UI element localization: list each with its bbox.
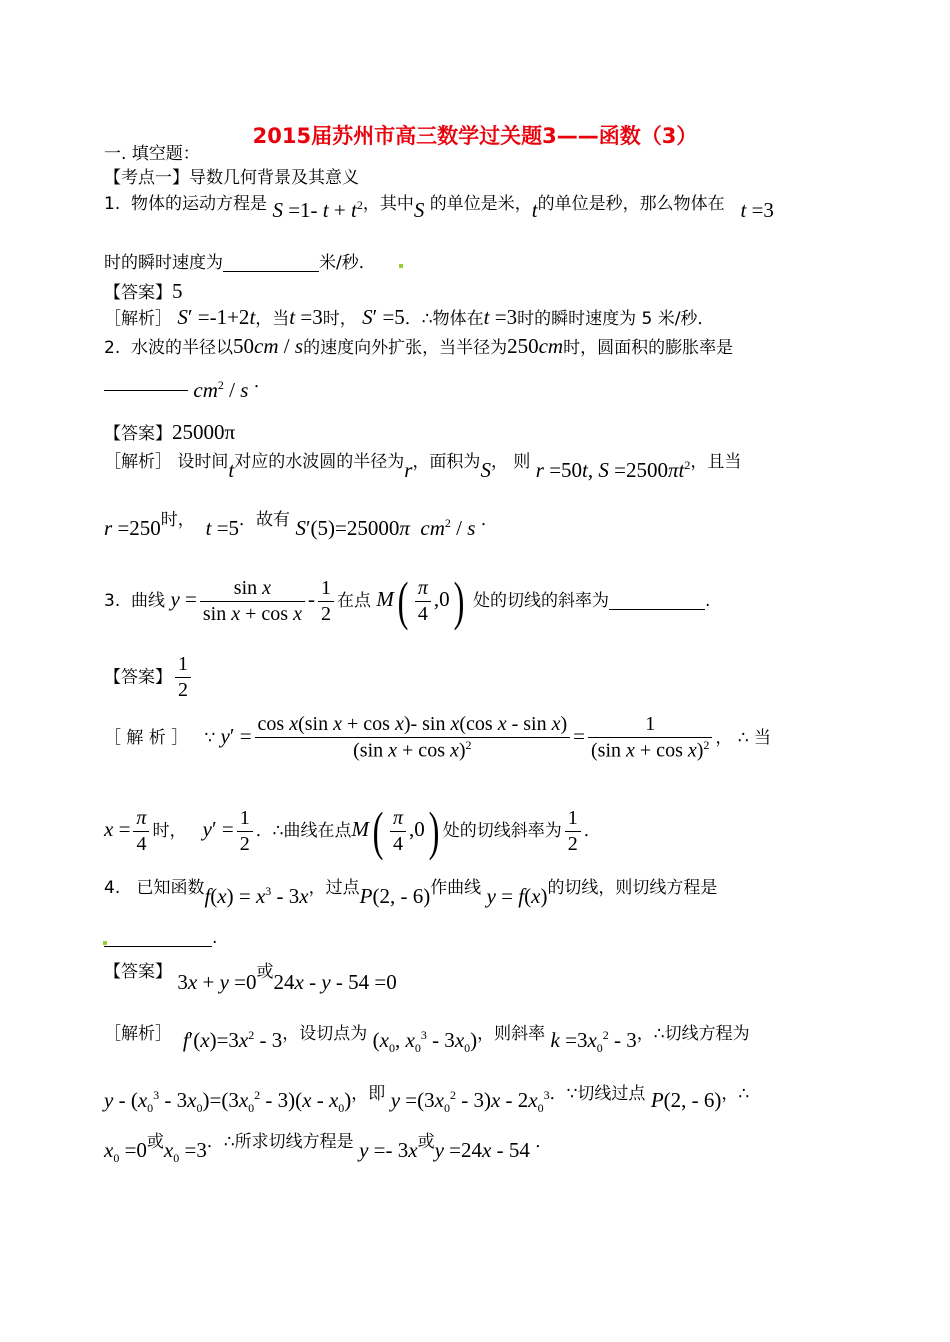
q4-analysis-line-2: $y - (x_0^3 - 3x_0)=(3x_0^2 - 3)(x - x_0)$，即 $y =(3x_0^2 - 3)x - 2x_0^3$．∵切线过点 P(2, - 6)，∴: [104, 1084, 750, 1116]
fraction: $\frac{1}{2}$: [237, 806, 253, 857]
answer-blank: [223, 253, 319, 272]
q4-answer: 【答案】 3x + y =0或24x - y - 54 =0: [104, 962, 397, 994]
q1-answer: 【答案】5: [104, 279, 183, 303]
fraction: $\frac{\pi}{4}$: [390, 806, 406, 857]
question-1-line-1: 1. 物体的运动方程是 S =1- $t + t^2$，其中S 的单位是米，t的单位是秒，那么物体在 t =3: [104, 194, 774, 222]
q3-analysis-line-2: x = $\frac{\pi}{4}$ 时， y′ = $\frac{1}{2}$ ．∴曲线在点M( $\frac{\pi}{4}$ ,0) 处的切线斜率为 $\frac{1}{2}$ ．: [104, 801, 601, 861]
question-4-line-2: .: [104, 928, 217, 947]
fraction: $\frac{1}{(\sin x + \cos x)^2}$: [588, 712, 712, 764]
kaodian-heading: 【考点一】导数几何背景及其意义: [104, 168, 359, 188]
green-dot-marker: [103, 941, 107, 945]
q3-analysis-line-1: ［ 解 析 ］ ∵ y′ = $\frac{\text{cos x(sin x + cos x)- sin x(cos x - sin x)}}{(\sin x + \cos x)^2}$ = $\frac{1}{(\sin x + \cos x)^2}$ ， ∴ 当: [104, 713, 772, 762]
fraction: $\frac{\text{sin x}}{\text{sin x + cos x}}$: [200, 576, 305, 627]
document-title: 2015届苏州市高三数学过关题3——函数（3）: [252, 124, 698, 148]
q1-number: 1.: [104, 194, 121, 214]
question-2-line-2: $cm^2$ / s ．: [104, 372, 271, 401]
fraction: $\frac{\pi}{4}$: [415, 576, 431, 627]
q4-analysis-line-1: ［解析］ $f'(x)=3x^2 - 3$，设切点为 ($x_0$, $x_0^3 - 3x_0$)，则斜率 $k =3x_0^2 - 3$，∴切线方程为: [104, 1024, 750, 1056]
question-2-line-1: 2. 水波的半径以50cm / s的速度向外扩张，当半径为250cm时，圆面积的膨胀率是: [104, 334, 734, 358]
q3-number: 3.: [104, 591, 121, 611]
q2-analysis-line-2: r =250时， t =5．故有 S′(5)=25000π $cm^2$ / s ．: [104, 510, 498, 540]
question-4-line-1: 4. 已知函数$f(x) = x^3 - 3x$，过点P(2, - 6)作曲线 y = f(x)的切线，则切线方程是: [104, 878, 718, 908]
question-1-line-2: 时的瞬时速度为 米/秒．: [104, 253, 376, 273]
question-3: 3. 曲线 y = $\frac{\text{sin x}}{\text{sin x + cos x}}$ - $\frac{1}{2}$ 在点 M( $\frac{\pi}{4}$ ,0) 处的切线的斜率为 .: [104, 571, 711, 631]
answer-blank: [104, 372, 188, 391]
q2-answer: 【答案】25000π: [104, 420, 236, 444]
section-heading: 一. 填空题：: [104, 144, 200, 164]
q4-number: 4.: [104, 878, 121, 898]
q2-number: 2.: [104, 338, 121, 358]
answer-blank: [104, 928, 212, 947]
q1-analysis: ［解析］ S′ =-1+2t，当t =3时， S′ =5．∴物体在t =3时的瞬时速度为 5 米/秒．: [104, 305, 715, 329]
green-dot-marker: [399, 264, 403, 268]
fraction: $\frac{1}{2}$: [318, 576, 334, 627]
fraction: $\frac{1}{2}$: [175, 652, 191, 703]
fraction: $\frac{\pi}{4}$: [133, 806, 149, 857]
q2-analysis-line-1: ［解析］ 设时间t对应的水波圆的半径为r，面积为S， 则 r =50t, $S =2500\pi t^2$，且当: [104, 452, 742, 482]
fraction: $\frac{\text{cos x(sin x + cos x)- sin x(cos x - sin x)}}{(\sin x + \cos x)^2}$: [255, 712, 571, 764]
q4-analysis-line-3: $x_0 =0$或$x_0 =3$．∴所求切线方程是 y =- 3x或y =24x - 54 ．: [104, 1132, 553, 1166]
q3-answer: 【答案】 $\frac{1}{2}$: [104, 652, 194, 703]
answer-blank: [609, 591, 705, 610]
fraction: $\frac{1}{2}$: [565, 806, 581, 857]
